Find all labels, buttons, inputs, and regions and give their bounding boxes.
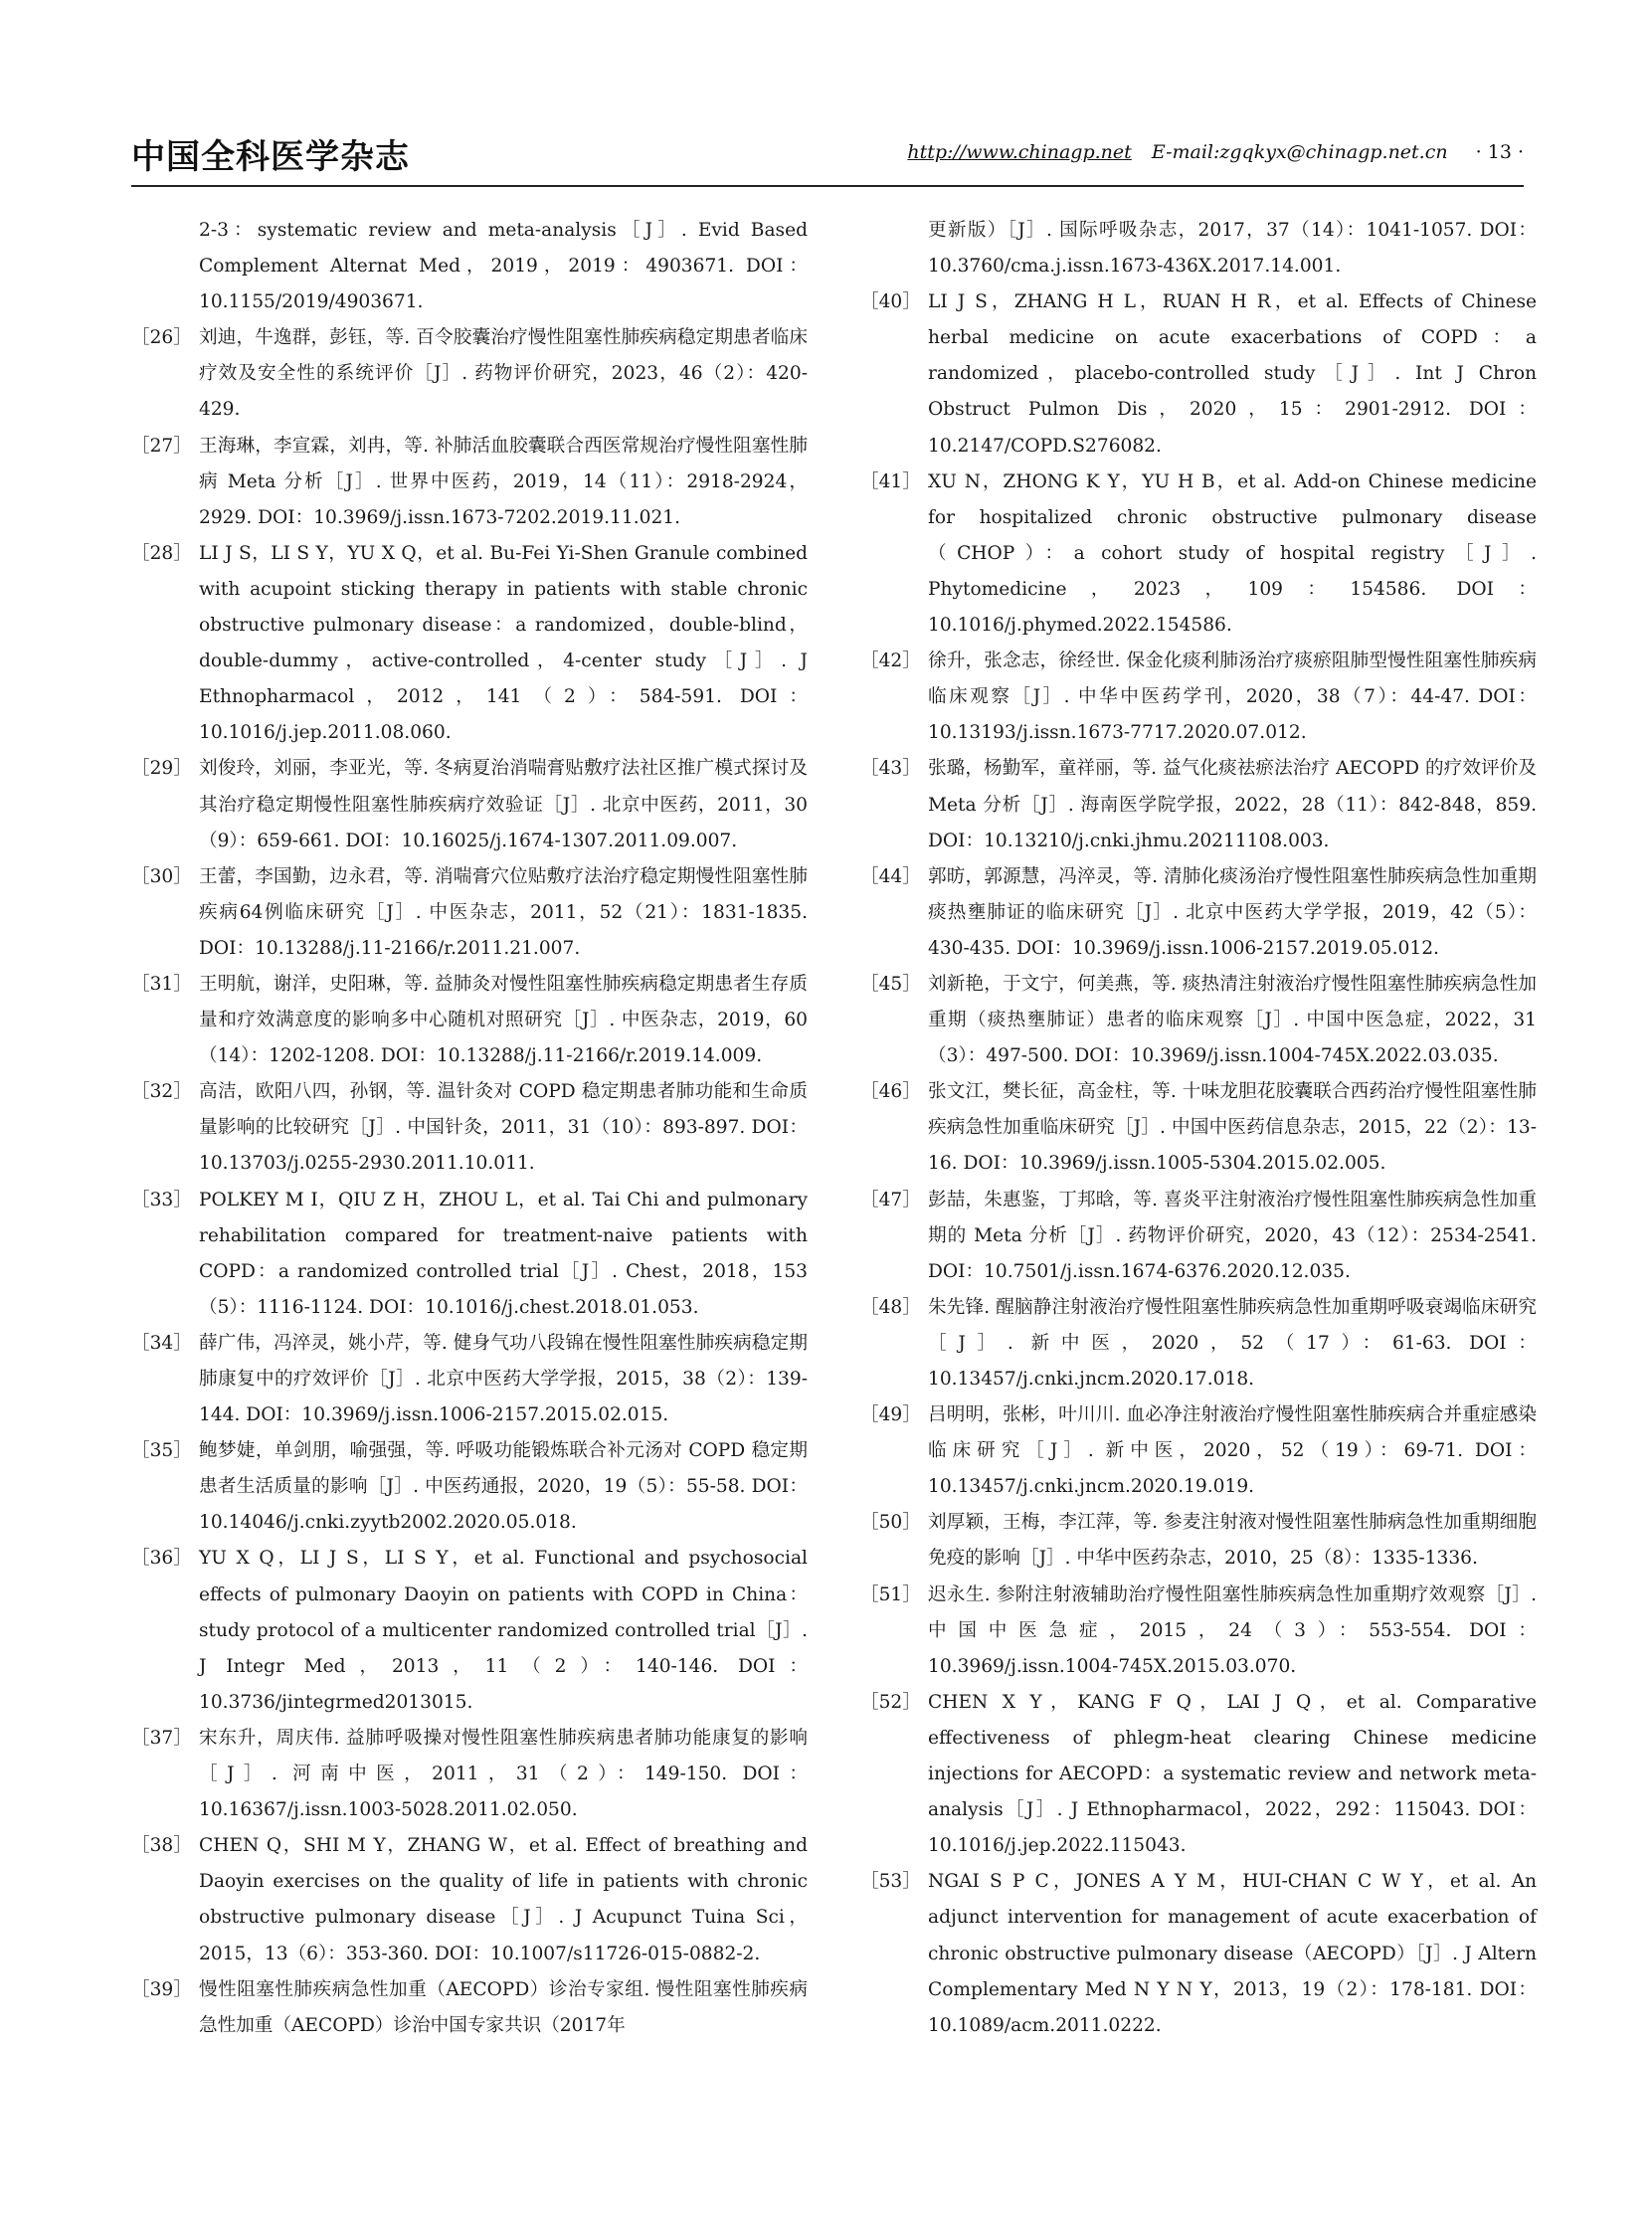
reference-entry bbox=[131, 1326, 808, 1433]
reference-text: 更新版）［J］. 国际呼吸杂志，2017，37（14）：1041-1057. DOI：10.3760/cma.j.issn.1673-436X.2017.14.001. bbox=[928, 220, 1537, 278]
reference-number: ［48］ bbox=[860, 1296, 921, 1318]
reference-text: 薛广伟，冯淬灵，姚小芹，等. 健身气功八段锦在慢性阻塞性肺疾病稳定期肺康复中的疗效评价［J］. 北京中医药大学学报，2015，38（2）：139-144. DOI：10.3969/j.issn.1006-2157.2015.02.015. bbox=[199, 1332, 808, 1426]
references-right-column bbox=[860, 213, 1537, 2044]
reference-text: 迟永生. 参附注射液辅助治疗慢性阻塞性肺疾病急性加重期疗效观察［J］. 中国中医急症，2015，24（3）：553-554. DOI：10.3969/j.issn.1004-745X.2015.03.070. bbox=[928, 1583, 1537, 1677]
reference-entry bbox=[860, 1685, 1537, 1864]
reference-number: ［45］ bbox=[860, 973, 921, 995]
reference-entry bbox=[860, 1183, 1537, 1290]
reference-entry bbox=[131, 1074, 808, 1182]
page-header bbox=[131, 129, 1524, 179]
reference-entry bbox=[860, 284, 1537, 464]
reference-entry bbox=[860, 1578, 1537, 1685]
references-left-column bbox=[131, 213, 808, 2044]
reference-number: ［43］ bbox=[860, 758, 921, 780]
reference-text: 慢性阻塞性肺疾病急性加重（AECOPD）诊治专家组. 慢性阻塞性肺疾病急性加重（AECOPD）诊治中国专家共识（2017年 bbox=[199, 1978, 808, 2036]
reference-number: ［32］ bbox=[131, 1081, 192, 1103]
reference-number: ［26］ bbox=[131, 327, 192, 349]
reference-text: 2-3：systematic review and meta-analysis［J］. Evid Based Complement Alternat Med，2019，2019：4903671. DOI：10.1155/2019/4903671. bbox=[199, 220, 808, 313]
reference-text: 张文江，樊长征，高金柱，等. 十味龙胆花胶囊联合西药治疗慢性阻塞性肺疾病急性加重临床研究［J］. 中国中医药信息杂志，2015，22（2）：13-16. DOI：10.3969/j.issn.1005-5304.2015.02.005. bbox=[928, 1081, 1537, 1175]
reference-text: CHEN Q，SHI M Y，ZHANG W，et al. Effect of breathing and Daoyin exercises on the quality of life in patients with chronic obstructive pulmonary disease［J］. J Acupunct Tuina Sci，2015，13（6）：353-360. DOI：10.1007/s11726-015-0882-2. bbox=[199, 1835, 808, 1964]
reference-number: ［37］ bbox=[131, 1727, 192, 1749]
journal-title: 中国全科医学杂志 bbox=[131, 137, 410, 177]
reference-entry-continued bbox=[131, 213, 808, 320]
reference-text: NGAI S P C，JONES A Y M，HUI-CHAN C W Y，et al. An adjunct intervention for management of acute exacerbation of chronic obstructive pulmonary disease（AECOPD）［J］. J Altern Complementary Med N Y N Y，2013，19（2）：178-181. DOI：10.1089/acm.2011.0222. bbox=[928, 1871, 1537, 2036]
journal-url-link[interactable]: http://www.chinagp.net bbox=[907, 141, 1132, 163]
reference-entry bbox=[860, 1074, 1537, 1182]
reference-text: 吕明明，张彬，叶川川. 血必净注射液治疗慢性阻塞性肺疾病合并重症感染临床研究［J］. 新中医，2020，52（19）：69-71. DOI：10.13457/j.cnki.jncm.2020.19.019. bbox=[928, 1404, 1537, 1498]
reference-entry-continued bbox=[860, 213, 1537, 284]
reference-text: 刘俊玲，刘丽，李亚光，等. 冬病夏治消喘膏贴敷疗法社区推广模式探讨及其治疗稳定期慢性阻塞性肺疾病疗效验证［J］. 北京中医药，2011，30（9）：659-661. DOI：10.16025/j.1674-1307.2011.09.007. bbox=[199, 758, 808, 851]
reference-entry bbox=[131, 429, 808, 536]
reference-entry bbox=[860, 751, 1537, 858]
header-rule bbox=[131, 185, 1524, 187]
reference-number: ［34］ bbox=[131, 1332, 192, 1354]
reference-number: ［47］ bbox=[860, 1189, 921, 1210]
journal-email[interactable]: E-mail:zgqkyx@chinagp.net.cn bbox=[1151, 141, 1448, 163]
reference-entry bbox=[131, 1828, 808, 1971]
reference-text: POLKEY M I，QIU Z H，ZHOU L，et al. Tai Chi and pulmonary rehabilitation compared for treatment-naive patients with COPD：a randomized controlled trial［J］. Chest，2018，153（5）：1116-1124. DOI：10.1016/j.chest.2018.01.053. bbox=[199, 1189, 808, 1318]
reference-text: 张璐，杨勤军，童祥丽，等. 益气化痰祛瘀法治疗 AECOPD 的疗效评价及 Meta 分析［J］. 海南医学院学报，2022，28（11）：842-848，859. DOI：10.13210/j.cnki.jhmu.20211108.003. bbox=[928, 758, 1537, 851]
reference-entry bbox=[860, 465, 1537, 644]
reference-text: 郭昉，郭源慧，冯淬灵，等. 清肺化痰汤治疗慢性阻塞性肺疾病急性加重期痰热壅肺证的临床研究［J］. 北京中医药大学学报，2019，42（5）：430-435. DOI：10.3969/j.issn.1006-2157.2019.05.012. bbox=[928, 865, 1537, 959]
reference-text: LI J S，ZHANG H L，RUAN H R，et al. Effects of Chinese herbal medicine on acute exacerbations of COPD：a randomized，placebo-controlled study［J］. Int J Chron Obstruct Pulmon Dis，2020，15：2901-2912. DOI：10.2147/COPD.S276082. bbox=[928, 291, 1537, 457]
reference-number: ［51］ bbox=[860, 1583, 921, 1605]
reference-number: ［40］ bbox=[860, 291, 921, 313]
reference-text: 朱先锋. 醒脑静注射液治疗慢性阻塞性肺疾病急性加重期呼吸衰竭临床研究［J］. 新中医，2020，52（17）：61-63. DOI：10.13457/j.cnki.jncm.2020.17.018. bbox=[928, 1296, 1537, 1390]
reference-entry bbox=[131, 751, 808, 858]
reference-number: ［52］ bbox=[860, 1691, 921, 1713]
reference-number: ［35］ bbox=[131, 1440, 192, 1462]
reference-text: YU X Q，LI J S，LI S Y，et al. Functional and psychosocial effects of pulmonary Daoyin on patients with COPD in China：study protocol of a multicenter randomized controlled trial［J］. J Integr Med，2013，11（2）：140-146. DOI：10.3736/jintegrmed2013015. bbox=[199, 1548, 808, 1713]
reference-text: 王海琳，李宣霖，刘冉，等. 补肺活血胶囊联合西医常规治疗慢性阻塞性肺病 Meta 分析［J］. 世界中医药，2019，14（11）：2918-2924，2929. DOI：10.3969/j.issn.1673-7202.2019.11.021. bbox=[199, 435, 808, 528]
reference-number: ［27］ bbox=[131, 435, 192, 457]
reference-entry bbox=[131, 1972, 808, 2044]
reference-entry bbox=[860, 1397, 1537, 1505]
reference-number: ［49］ bbox=[860, 1404, 921, 1426]
reference-number: ［42］ bbox=[860, 651, 921, 672]
reference-number: ［41］ bbox=[860, 470, 921, 492]
reference-text: 高洁，欧阳八四，孙钢，等. 温针灸对 COPD 稳定期患者肺功能和生命质量影响的比较研究［J］. 中国针灸，2011，31（10）：893-897. DOI：10.13703/j.0255-2930.2011.10.011. bbox=[199, 1081, 808, 1175]
reference-entry bbox=[131, 859, 808, 967]
reference-entry bbox=[860, 644, 1537, 751]
reference-entry bbox=[131, 1433, 808, 1541]
reference-entry bbox=[860, 1290, 1537, 1397]
reference-number: ［33］ bbox=[131, 1189, 192, 1210]
reference-entry bbox=[860, 1505, 1537, 1577]
page-number: · 13 · bbox=[1475, 141, 1524, 163]
reference-number: ［30］ bbox=[131, 865, 192, 887]
reference-text: 徐升，张念志，徐经世. 保金化痰利肺汤治疗痰瘀阻肺型慢性阻塞性肺疾病临床观察［J］. 中华中医药学刊，2020，38（7）：44-47. DOI：10.13193/j.issn.1673-7717.2020.07.012. bbox=[928, 651, 1537, 744]
reference-text: LI J S，LI S Y，YU X Q，et al. Bu-Fei Yi-Shen Granule combined with acupoint sticking therapy in patients with stable chronic obstructive pulmonary disease：a randomized，double-blind，double-dummy，active-controlled，4-center study［J］. J Ethnopharmacol，2012，141（2）：584-591. DOI：10.1016/j.jep.2011.08.060. bbox=[199, 542, 808, 744]
reference-text: 刘新艳，于文宁，何美燕，等. 痰热清注射液治疗慢性阻塞性肺疾病急性加重期（痰热壅肺证）患者的临床观察［J］. 中国中医急症，2022，31（3）：497-500. DOI：10.3969/j.issn.1004-745X.2022.03.035. bbox=[928, 973, 1537, 1067]
reference-entry bbox=[131, 967, 808, 1074]
reference-text: XU N，ZHONG K Y，YU H B，et al. Add-on Chinese medicine for hospitalized chronic obstructive pulmonary disease（CHOP）：a cohort study of hospital registry［J］. Phytomedicine，2023，109：154586. DOI：10.1016/j.phymed.2022.154586. bbox=[928, 470, 1537, 637]
reference-number: ［53］ bbox=[860, 1871, 921, 1893]
reference-entry bbox=[860, 967, 1537, 1074]
reference-entry bbox=[131, 1541, 808, 1720]
reference-number: ［44］ bbox=[860, 865, 921, 887]
reference-text: 彭喆，朱惠鉴，丁邦晗，等. 喜炎平注射液治疗慢性阻塞性肺疾病急性加重期的 Meta 分析［J］. 药物评价研究，2020，43（12）：2534-2541. DOI：10.7501/j.issn.1674-6376.2020.12.035. bbox=[928, 1189, 1537, 1282]
reference-text: 王蕾，李国勤，边永君，等. 消喘膏穴位贴敷疗法治疗稳定期慢性阻塞性肺疾病64例临床研究［J］. 中医杂志，2011，52（21）：1831-1835. DOI：10.13288/j.11-2166/r.2011.21.007. bbox=[199, 865, 808, 959]
reference-text: CHEN X Y，KANG F Q，LAI J Q，et al. Comparative effectiveness of phlegm-heat clearing Chinese medicine injections for AECOPD：a systematic review and network meta-analysis［J］. J Ethnopharmacol，2022，292：115043. DOI：10.1016/j.jep.2022.115043. bbox=[928, 1691, 1537, 1857]
reference-entry bbox=[860, 859, 1537, 967]
reference-entry bbox=[860, 1864, 1537, 2043]
reference-text: 宋东升，周庆伟. 益肺呼吸操对慢性阻塞性肺疾病患者肺功能康复的影响［J］. 河南中医，2011，31（2）：149-150. DOI：10.16367/j.issn.1003-5028.2011.02.050. bbox=[199, 1727, 808, 1821]
reference-number: ［31］ bbox=[131, 973, 192, 995]
reference-number: ［50］ bbox=[860, 1512, 921, 1534]
reference-text: 王明航，谢洋，史阳琳，等. 益肺灸对慢性阻塞性肺疾病稳定期患者生存质量和疗效满意度的影响多中心随机对照研究［J］. 中医杂志，2019，60（14）：1202-1208. DOI：10.13288/j.11-2166/r.2019.14.009. bbox=[199, 973, 808, 1067]
reference-number: ［29］ bbox=[131, 758, 192, 780]
reference-text: 刘迪，牛逸群，彭钰，等. 百令胶囊治疗慢性阻塞性肺疾病稳定期患者临床疗效及安全性的系统评价［J］. 药物评价研究，2023，46（2）：420-429. bbox=[199, 327, 808, 421]
header-contact bbox=[907, 141, 1524, 163]
reference-number: ［39］ bbox=[131, 1978, 192, 2000]
reference-number: ［28］ bbox=[131, 542, 192, 564]
reference-entry bbox=[131, 1183, 808, 1326]
reference-number: ［36］ bbox=[131, 1548, 192, 1570]
reference-entry bbox=[131, 320, 808, 428]
reference-text: 刘厚颖，王梅，李江萍，等. 参麦注射液对慢性阻塞性肺病急性加重期细胞免疫的影响［J］. 中华中医药杂志，2010，25（8）：1335-1336. bbox=[928, 1512, 1537, 1570]
reference-entry bbox=[131, 1721, 808, 1828]
reference-number: ［46］ bbox=[860, 1081, 921, 1103]
reference-entry bbox=[131, 536, 808, 752]
reference-number: ［38］ bbox=[131, 1835, 192, 1857]
reference-text: 鲍梦婕，单剑朋，喻强强，等. 呼吸功能锻炼联合补元汤对 COPD 稳定期患者生活质量的影响［J］. 中医药通报，2020，19（5）：55-58. DOI：10.14046/j.cnki.zyytb2002.2020.05.018. bbox=[199, 1440, 808, 1534]
